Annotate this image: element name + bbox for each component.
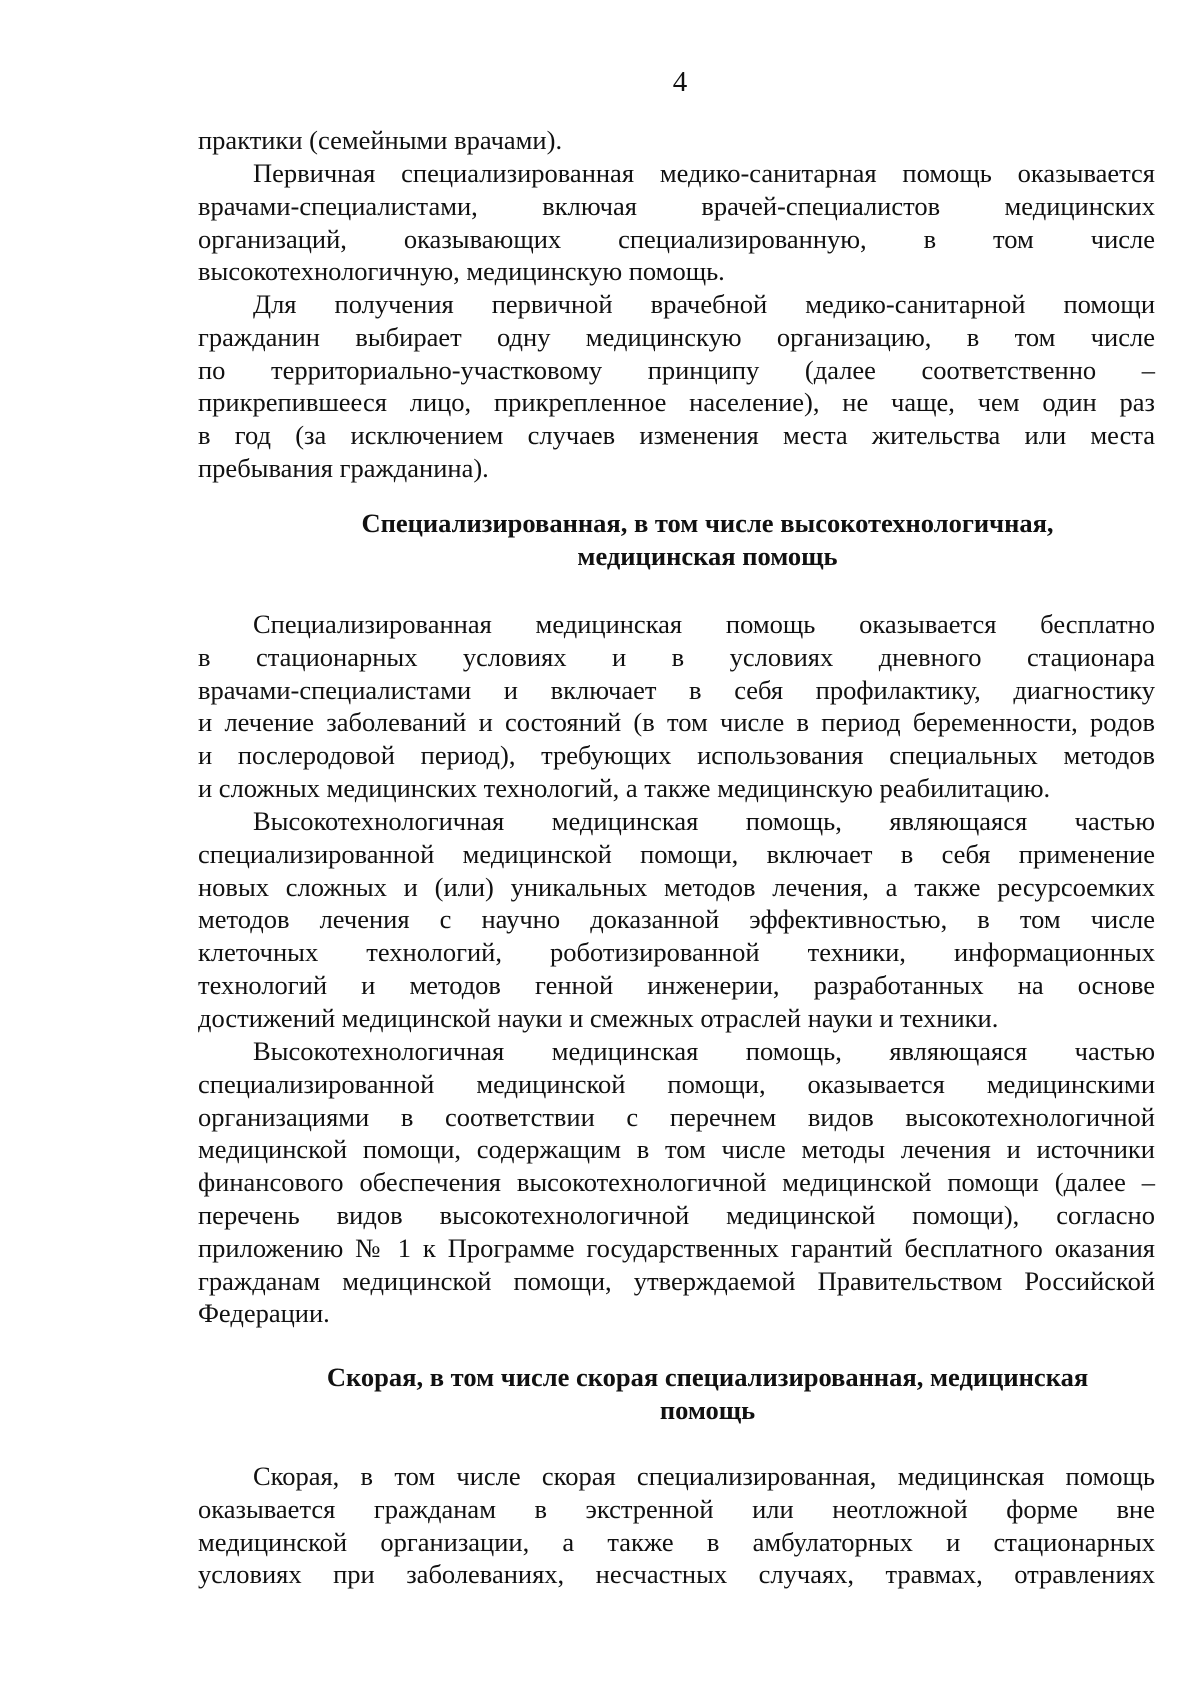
text-line: организациями в соответствии с перечнем видов высокотехнологичной [198,1101,1155,1132]
paragraph-high-tech-care-definition [198,805,1155,1035]
paragraph-choice-of-organization [198,288,1155,485]
text-line: прикрепившееся лицо, прикрепленное население), не чаще, чем один раз [198,387,1155,418]
paragraph-continuation [198,124,1155,157]
text-line: врачами-специалистами и включает в себя профилактику, диагностику [198,674,1155,705]
text-line: приложению № 1 к Программе государственных гарантий бесплатного оказания [198,1232,1155,1263]
text-line: гражданам медицинской помощи, утверждаемой Правительством Российской [198,1265,1155,1296]
text-line: медицинской помощи, содержащим в том числе методы лечения и источники [198,1134,1155,1165]
text-line: финансового обеспечения высокотехнологичной медицинской помощи (далее – [198,1167,1155,1198]
text-line: достижений медицинской науки и смежных отраслей науки и техники. [198,1002,999,1033]
text-line: и сложных медицинских технологий, а также медицинскую реабилитацию. [198,772,1051,803]
text-line: Высокотехнологичная медицинская помощь, являющаяся частью [253,806,1155,836]
section-heading-emergency-care [260,1361,1155,1427]
text-line: Первичная специализированная медико-санитарная помощь оказывается [253,158,1155,188]
paragraph-primary-specialized-care [198,157,1155,288]
text-line: по территориально-участковому принципу (далее соответственно – [198,354,1155,385]
text-line: клеточных технологий, роботизированной техники, информационных [198,937,1155,968]
text-line: специализированной медицинской помощи, оказывается медицинскими [198,1068,1155,1099]
text-line: и послеродовой период), требующих использования специальных методов [198,740,1155,771]
text-line: технологий и методов генной инженерии, разработанных на основе [198,969,1155,1000]
heading-line: помощь [659,1395,756,1425]
text-line: в год (за исключением случаев изменения места жительства или места [198,420,1155,451]
text-line: Скорая, в том числе скорая специализированная, медицинская помощь [253,1461,1155,1491]
paragraph-high-tech-care-provision [198,1035,1155,1330]
text-line: гражданин выбирает одну медицинскую организацию, в том числе [198,321,1155,352]
heading-line: Скорая, в том числе скорая специализированная, медицинская [326,1362,1089,1392]
text-line: медицинской организации, а также в амбулаторных и стационарных [198,1526,1155,1557]
page-number: 4 [672,66,688,98]
text-line: высокотехнологичную, медицинскую помощь. [198,256,725,287]
paragraph-specialized-care [198,608,1155,805]
text-line: условиях при заболеваниях, несчастных случаях, травмах, отравлениях [198,1559,1155,1590]
text-line: в стационарных условиях и в условиях дневного стационара [198,641,1155,672]
text-line: и лечение заболеваний и состояний (в том числе в период беременности, родов [198,707,1155,738]
heading-line: медицинская помощь [577,541,838,571]
text-line: Высокотехнологичная медицинская помощь, являющаяся частью [253,1036,1155,1066]
text-line: новых сложных и (или) уникальных методов лечения, а также ресурсоемких [198,871,1155,902]
text-line: организаций, оказывающих специализированную, в том числе [198,223,1155,254]
text-line: Для получения первичной врачебной медико-санитарной помощи [253,289,1155,319]
text-line: пребывания гражданина). [198,452,489,483]
text-line: оказывается гражданам в экстренной или неотложной форме вне [198,1493,1155,1524]
text-line: методов лечения с научно доказанной эффективностью, в том числе [198,904,1155,935]
text-line: Специализированная медицинская помощь оказывается бесплатно [253,609,1155,639]
text-line: практики (семейными врачами). [198,125,563,155]
section-heading-specialized-care [260,507,1155,573]
text-line: Федерации. [198,1298,330,1329]
text-line: специализированной медицинской помощи, включает в себя применение [198,838,1155,869]
paragraph-emergency-care [198,1460,1155,1591]
heading-line: Специализированная, в том числе высокотехнологичная, [361,508,1054,538]
text-line: перечень видов высокотехнологичной медицинской помощи), согласно [198,1199,1155,1230]
text-line: врачами-специалистами, включая врачей-специалистов медицинских [198,190,1155,221]
